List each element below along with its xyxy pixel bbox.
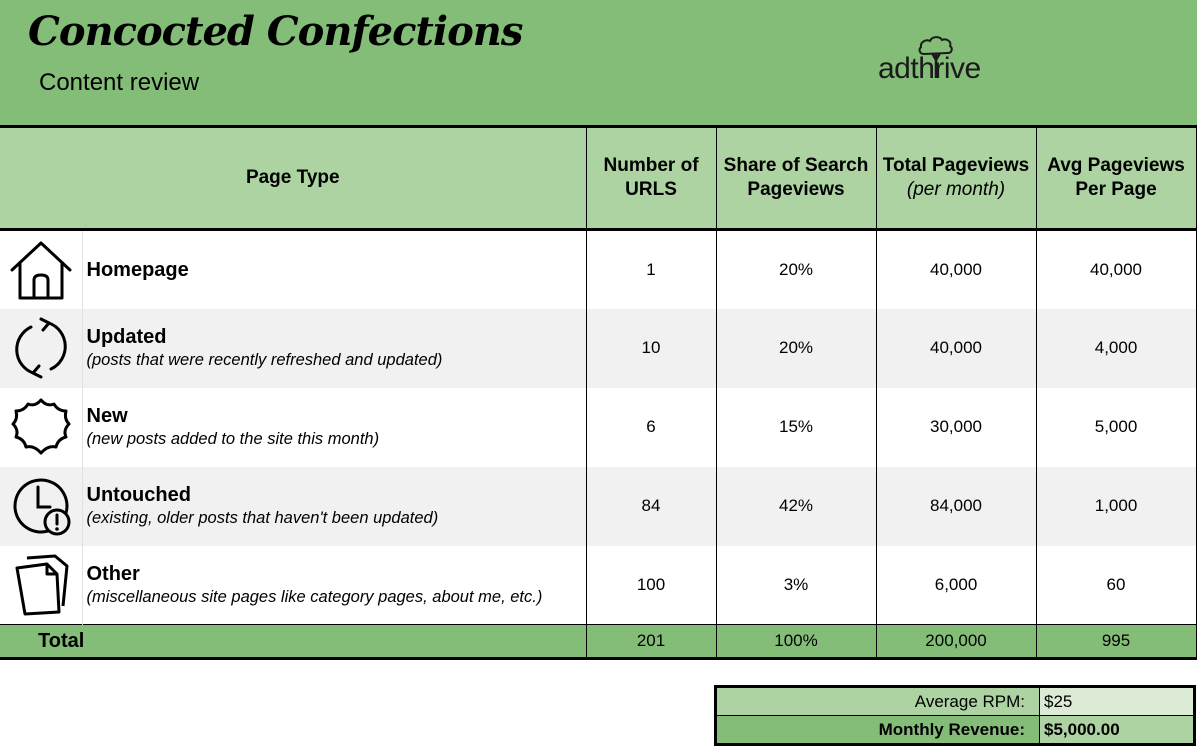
row-avg: 40,000 — [1036, 230, 1197, 309]
row-urls: 10 — [586, 309, 716, 388]
documents-icon — [0, 546, 82, 625]
total-row — [0, 625, 1197, 659]
row-type-desc: (posts that were recently refreshed and updated) — [86, 351, 443, 369]
row-share: 20% — [716, 230, 876, 309]
col-page-type: Page Type — [0, 127, 586, 230]
header-banner — [0, 0, 1197, 125]
revenue-value: $5,000.00 — [1040, 716, 1195, 745]
rpm-row — [716, 687, 1195, 716]
row-share: 20% — [716, 309, 876, 388]
row-avg: 1,000 — [1036, 467, 1197, 546]
refresh-icon — [0, 309, 82, 388]
row-total: 84,000 — [876, 467, 1036, 546]
table-row-untouched — [0, 467, 1197, 546]
row-total: 40,000 — [876, 309, 1036, 388]
row-type-name: Updated — [86, 326, 167, 348]
row-type-desc: (new posts added to the site this month) — [86, 430, 380, 448]
col-total-pageviews-sub: (per month) — [906, 179, 1006, 200]
badge-icon — [0, 388, 82, 467]
table-row-new — [0, 388, 1197, 467]
brand-title: Concocted Confections — [28, 8, 523, 55]
total-urls: 201 — [586, 625, 716, 659]
revenue-row — [716, 716, 1195, 745]
row-share: 15% — [716, 388, 876, 467]
page-subtitle: Content review — [39, 69, 200, 96]
row-total: 40,000 — [876, 230, 1036, 309]
row-avg: 5,000 — [1036, 388, 1197, 467]
total-share: 100% — [716, 625, 876, 659]
row-type-cell — [82, 467, 586, 546]
home-icon — [0, 230, 82, 309]
clock-alert-icon — [0, 467, 82, 546]
col-total-pageviews-label: Total Pageviews — [882, 155, 1030, 176]
adthrive-logo — [876, 32, 1016, 88]
total-avg: 995 — [1036, 625, 1197, 659]
row-total: 30,000 — [876, 388, 1036, 467]
row-share: 42% — [716, 467, 876, 546]
row-type-desc: (existing, older posts that haven't been updated) — [86, 509, 439, 527]
row-type-desc: (miscellaneous site pages like category pages, about me, etc.) — [86, 587, 543, 606]
col-total-pageviews — [876, 127, 1036, 230]
row-type-name: Untouched — [86, 484, 191, 506]
row-urls: 6 — [586, 388, 716, 467]
table-row-other — [0, 546, 1197, 625]
rpm-label: Average RPM: — [716, 687, 1040, 716]
col-share-of-search: Share of Search Pageviews — [716, 127, 876, 230]
row-urls: 100 — [586, 546, 716, 625]
row-type-cell — [82, 309, 586, 388]
row-type-cell — [82, 546, 586, 625]
header-row — [0, 127, 1197, 230]
row-urls: 1 — [586, 230, 716, 309]
table-row-homepage — [0, 230, 1197, 309]
content-review-table — [0, 125, 1197, 660]
table-row-updated — [0, 309, 1197, 388]
row-type-name: Homepage — [86, 258, 189, 281]
row-type-cell — [82, 230, 586, 309]
row-avg: 60 — [1036, 546, 1197, 625]
total-pageviews: 200,000 — [876, 625, 1036, 659]
row-type-name: Other — [86, 562, 140, 585]
revenue-summary — [714, 685, 1196, 746]
row-type-cell — [82, 388, 586, 467]
logo-text: adthrive — [878, 52, 981, 85]
row-type-name: New — [86, 405, 128, 427]
rpm-value: $25 — [1040, 687, 1195, 716]
col-avg-pageviews: Avg Pageviews Per Page — [1036, 127, 1197, 230]
revenue-label: Monthly Revenue: — [716, 716, 1040, 745]
col-number-of-urls: Number of URLS — [586, 127, 716, 230]
row-urls: 84 — [586, 467, 716, 546]
row-total: 6,000 — [876, 546, 1036, 625]
row-avg: 4,000 — [1036, 309, 1197, 388]
row-share: 3% — [716, 546, 876, 625]
total-label: Total — [0, 625, 586, 659]
